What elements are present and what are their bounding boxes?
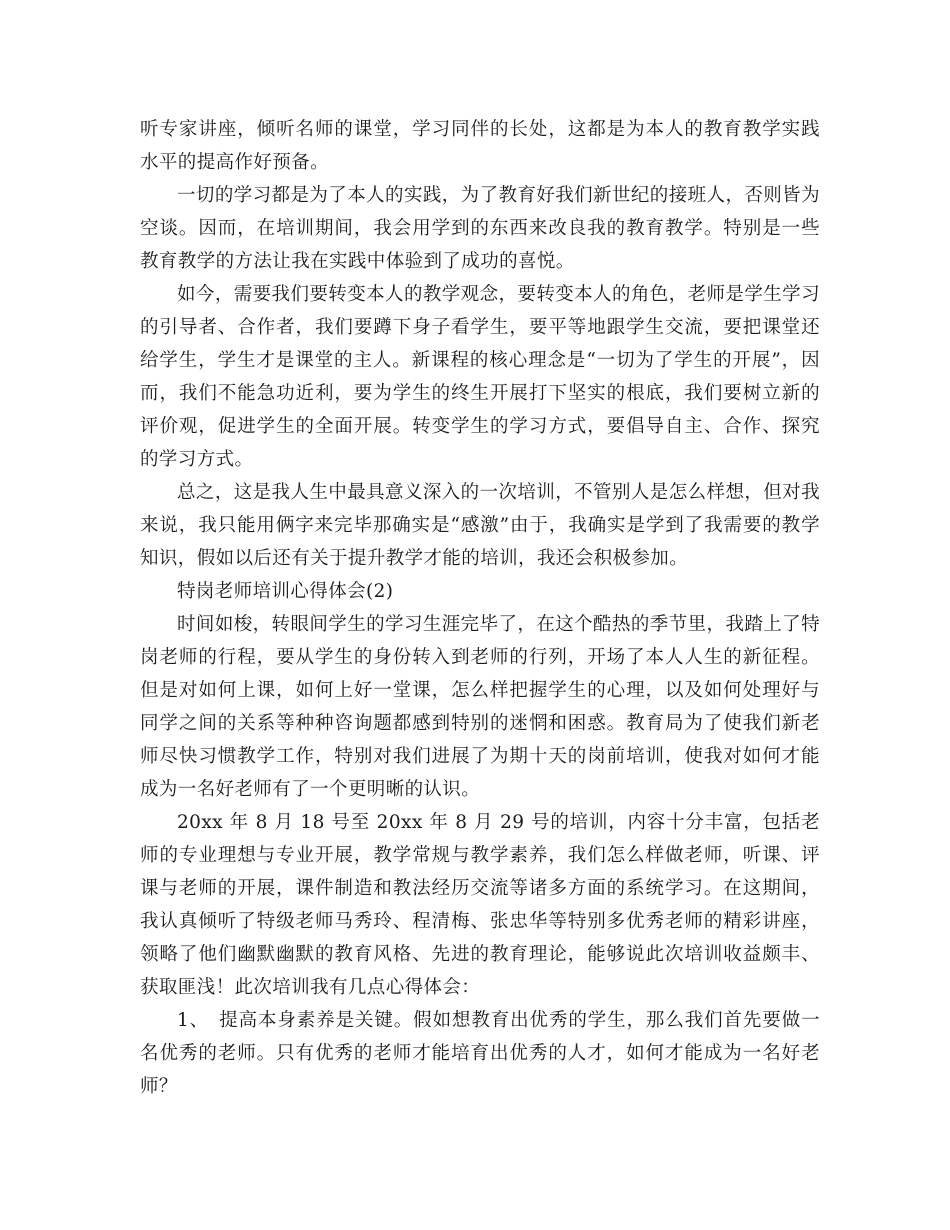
paragraph: 一切的学习都是为了本人的实践，为了教育好我们新世纪的接班人，否则皆为空谈。因而，在培训期间，我会用学到的东西来改良我的教育教学。特别是一些教育教学的方法让我在实践中体验到了成功的喜悦。 xyxy=(140,185,820,272)
paragraph: 20xx 年 8 月 18 号至 20xx 年 8 月 29 号的培训，内容十分丰富，包括老师的专业理想与专业开展，教学常规与教学素养，我们怎么样做老师，听课、评课与老师的开展，课件制造和教法经历交流等诸多方面的系统学习。在这期间，我认真倾听了特级老师马秀玲、程清梅、张忠华等特别多优秀老师的精彩讲座，领略了他们幽默幽默的教育风格、先进的教育理论，能够说此次培训收益颇丰、获取匪浅！此次培训我有几点心得体会： xyxy=(140,812,820,998)
section-heading: 特岗老师培训心得体会(2) xyxy=(177,581,394,602)
paragraph: 总之，这是我人生中最具意义深入的一次培训，不管别人是怎么样想，但对我来说，我只能用俩字来完毕那确实是“感激”由于，我确实是学到了我需要的教学知识，假如以后还有关于提升教学才能的培训，我还会积极参加。 xyxy=(140,482,820,569)
document-body xyxy=(140,113,820,1103)
paragraph: 如今，需要我们要转变本人的教学观念，要转变本人的角色，老师是学生学习的引导者、合作者，我们要蹲下身子看学生，要平等地跟学生交流，要把课堂还给学生，学生才是课堂的主人。新课程的核心理念是“一切为了学生的开展”，因而，我们不能急功近利，要为学生的终生开展打下坚实的根底，我们要树立新的评价观，促进学生的全面开展。转变学生的学习方式，要倡导自主、合作、探究的学习方式。 xyxy=(140,284,820,470)
paragraph: 时间如梭，转眼间学生的学习生涯完毕了，在这个酷热的季节里，我踏上了特岗老师的行程，要从学生的身份转入到老师的行列，开场了本人人生的新征程。但是对如何上课，如何上好一堂课，怎么样把握学生的心理，以及如何处理好与同学之间的关系等种种咨询题都感到特别的迷惘和困惑。教育局为了使我们新老师尽快习惯教学工作，特别对我们进展了为期十天的岗前培训，使我对如何才能成为一名好老师有了一个更明晰的认识。 xyxy=(140,614,820,800)
paragraph-continuation: 听专家讲座，倾听名师的课堂，学习同伴的长处，这都是为本人的教育教学实践水平的提高作好预备。 xyxy=(140,119,820,173)
list-item: 1、 提高本身素养是关键。假如想教育出优秀的学生，那么我们首先要做一名优秀的老师。只有优秀的老师才能培育出优秀的人才，如何才能成为一名好老师？ xyxy=(140,1010,820,1097)
